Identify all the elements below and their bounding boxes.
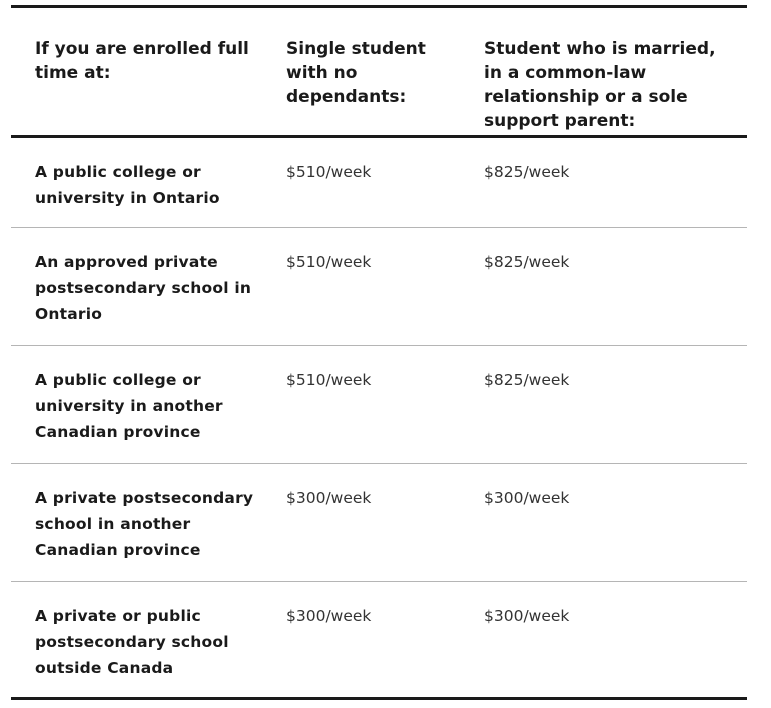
single-amount-cell: $510/week <box>286 371 372 389</box>
institution-cell: A private or public postsecondary school outside Canada <box>35 607 229 677</box>
married-amount-cell: $825/week <box>484 253 570 271</box>
funding-rates-table <box>11 5 747 700</box>
column-header-married: Student who is married, in a common-law relationship or a sole support parent: <box>484 39 716 131</box>
institution-cell: A public college or university in Ontario <box>35 163 220 207</box>
married-amount-cell: $300/week <box>484 607 570 625</box>
column-header-institution: If you are enrolled full time at: <box>35 39 249 83</box>
married-amount-cell: $825/week <box>484 163 570 181</box>
header-row <box>11 7 747 137</box>
table-row <box>11 137 747 228</box>
single-amount-cell: $510/week <box>286 253 372 271</box>
single-amount-cell: $510/week <box>286 163 372 181</box>
table-body <box>11 137 747 699</box>
funding-rates-table-container <box>11 5 747 700</box>
table-header <box>11 7 747 137</box>
column-header-single: Single student with no dependants: <box>286 39 426 107</box>
married-amount-cell: $825/week <box>484 371 570 389</box>
single-amount-cell: $300/week <box>286 489 372 507</box>
institution-cell: A private postsecondary school in another Canadian province <box>35 489 254 559</box>
married-amount-cell: $300/week <box>484 489 570 507</box>
institution-cell: An approved private postsecondary school in Ontario <box>35 253 252 323</box>
table-row <box>11 582 747 699</box>
table-row <box>11 228 747 346</box>
single-amount-cell: $300/week <box>286 607 372 625</box>
table-row <box>11 346 747 464</box>
table-row <box>11 464 747 582</box>
institution-cell: A public college or university in another Canadian province <box>35 371 223 441</box>
